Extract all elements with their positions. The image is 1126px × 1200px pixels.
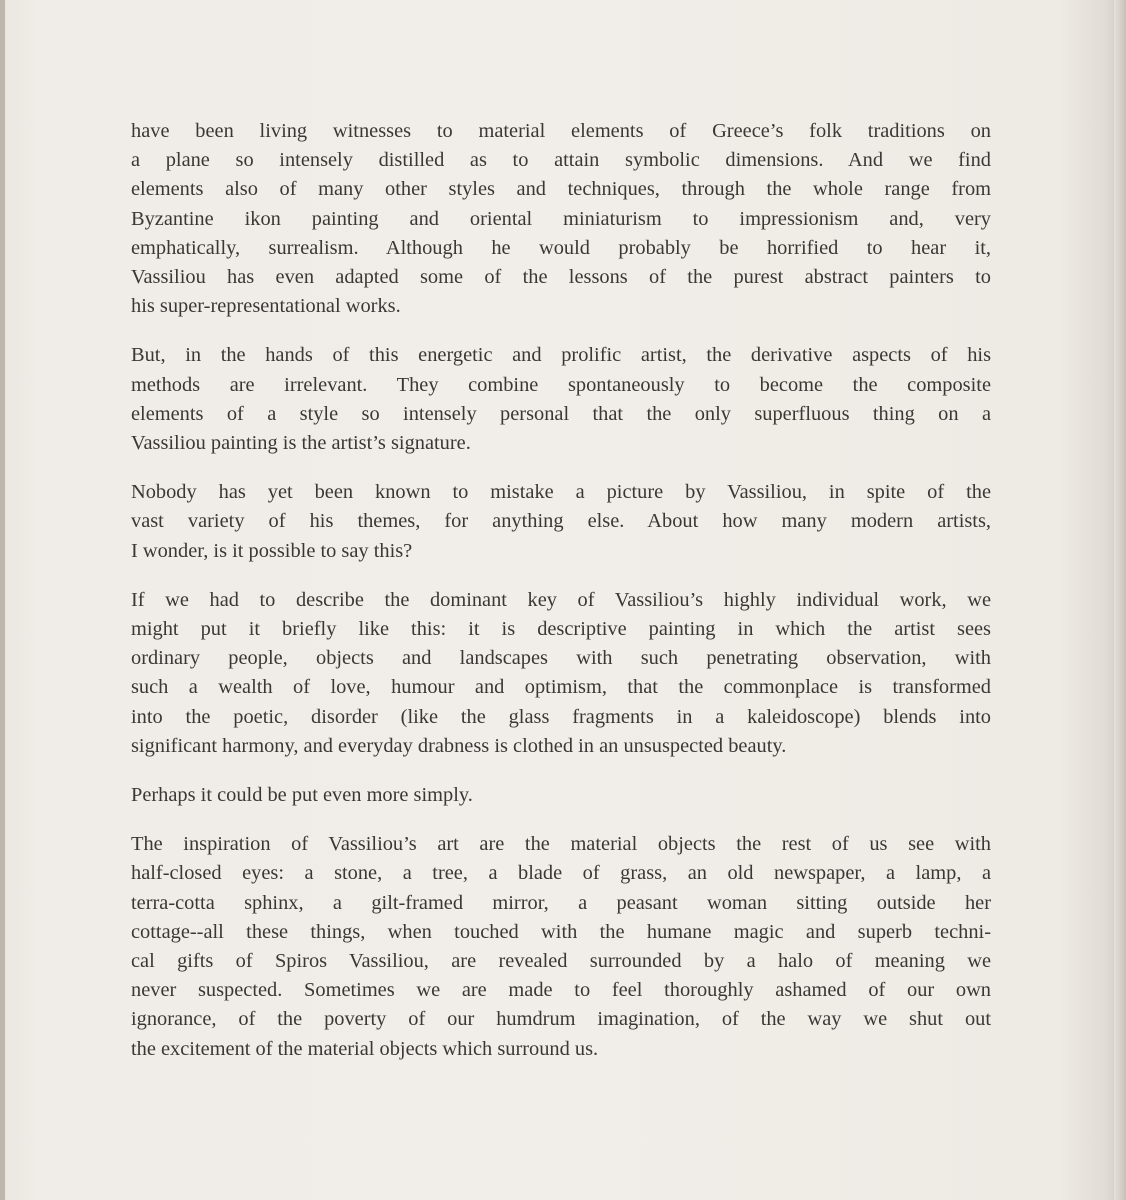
text-line: vast variety of his themes, for anything else. About how many modern artists, <box>131 510 991 533</box>
paragraph-6 <box>131 830 991 1064</box>
text-line: elements of a style so intensely personal that the only superfluous thing on a <box>131 402 991 425</box>
paragraph-3 <box>131 478 991 566</box>
paragraph-2 <box>131 341 991 458</box>
text-line: never suspected. Sometimes we are made to feel thoroughly ashamed of our own <box>131 979 991 1002</box>
text-line: Nobody has yet been known to mistake a picture by Vassiliou, in spite of the <box>131 481 991 504</box>
text-line: Perhaps it could be put even more simply. <box>131 784 473 807</box>
page-left-edge <box>0 0 5 1200</box>
text-line: ordinary people, objects and landscapes with such penetrating observation, with <box>131 647 991 670</box>
body-text <box>131 117 991 1084</box>
text-line: into the poetic, disorder (like the glass fragments in a kaleidoscope) blends into <box>131 705 991 728</box>
text-line: the excitement of the material objects which surround us. <box>131 1037 599 1060</box>
text-line: his super-representational works. <box>131 295 401 318</box>
text-line: half-closed eyes: a stone, a tree, a blade of grass, an old newspaper, a lamp, a <box>131 862 991 885</box>
text-line: The inspiration of Vassiliou’s art are the material objects the rest of us see with <box>131 833 991 856</box>
text-line: If we had to describe the dominant key of Vassiliou’s highly individual work, we <box>131 588 991 611</box>
text-line: Vassiliou painting is the artist’s signature. <box>131 432 471 455</box>
paragraph-5 <box>131 781 991 810</box>
text-line: Vassiliou has even adapted some of the lessons of the purest abstract painters to <box>131 266 991 289</box>
text-line: a plane so intensely distilled as to attain symbolic dimensions. And we find <box>131 149 991 172</box>
text-line: But, in the hands of this energetic and prolific artist, the derivative aspects of his <box>131 344 991 367</box>
text-line: ignorance, of the poverty of our humdrum imagination, of the way we shut out <box>131 1008 991 1031</box>
text-line: emphatically, surrealism. Although he would probably be horrified to hear it, <box>131 236 991 259</box>
text-line: significant harmony, and everyday drabness is clothed in an unsuspected beauty. <box>131 734 787 757</box>
text-line: might put it briefly like this: it is descriptive painting in which the artist sees <box>131 618 991 641</box>
paragraph-1 <box>131 117 991 321</box>
text-line: cal gifts of Spiros Vassiliou, are revealed surrounded by a halo of meaning we <box>131 950 991 973</box>
text-line: Byzantine ikon painting and oriental miniaturism to impressionism and, very <box>131 207 991 230</box>
page-right-edge <box>1114 0 1126 1200</box>
paragraph-4 <box>131 586 991 761</box>
text-line: such a wealth of love, humour and optimism, that the commonplace is transformed <box>131 676 991 699</box>
text-line: terra-cotta sphinx, a gilt-framed mirror, a peasant woman sitting outside her <box>131 891 991 914</box>
text-line: cottage--all these things, when touched with the humane magic and superb techni- <box>131 920 991 943</box>
text-line: elements also of many other styles and techniques, through the whole range from <box>131 178 991 201</box>
text-line: have been living witnesses to material elements of Greece’s folk traditions on <box>131 120 991 142</box>
text-line: methods are irrelevant. They combine spontaneously to become the composite <box>131 373 991 396</box>
text-line: I wonder, is it possible to say this? <box>131 539 413 562</box>
